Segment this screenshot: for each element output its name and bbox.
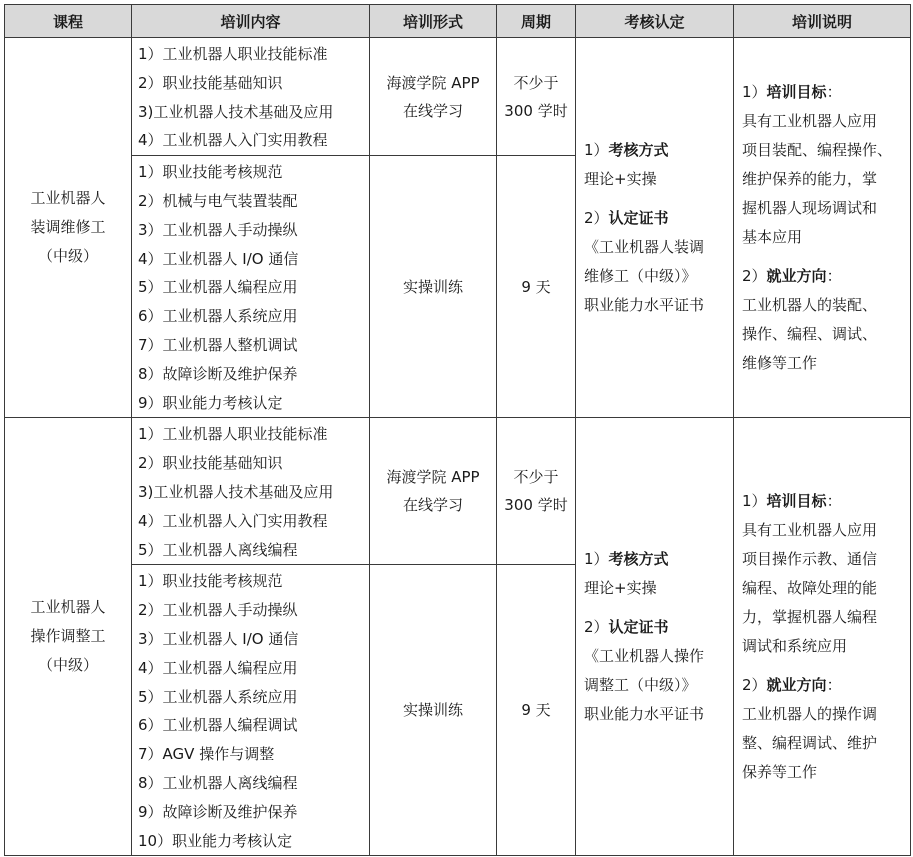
goal-heading: 1）培训目标：	[742, 491, 842, 510]
header-assessment: 考核认定	[576, 5, 734, 38]
list-item: 3）工业机器人手动操纵	[138, 220, 298, 239]
list-item: 6）工业机器人系统应用	[138, 307, 298, 326]
list-item: 3）工业机器人 I/O 通信	[138, 629, 299, 648]
course2-practice-period: 9 天	[497, 565, 576, 856]
list-item: 9）故障诊断及维护保养	[138, 802, 298, 821]
list-item: 1）工业机器人职业技能标准	[138, 45, 328, 63]
course2-name: 工业机器人 操作调整工 （中级）	[5, 418, 132, 856]
list-item: 3)工业机器人技术基础及应用	[138, 482, 334, 501]
list-item: 10）职业能力考核认定	[138, 831, 293, 850]
list-item: 4）工业机器人入门实用教程	[138, 511, 328, 530]
header-description: 培训说明	[734, 5, 911, 38]
course1-online-row	[5, 38, 911, 156]
list-item: 2）职业技能基础知识	[138, 454, 283, 473]
list-item: 7）工业机器人整机调试	[138, 335, 298, 354]
assessment-method-heading: 1）考核方式	[584, 140, 669, 159]
course1-practice-period: 9 天	[497, 156, 576, 418]
list-item: 2）职业技能基础知识	[138, 73, 283, 92]
assessment-method-value: 理论+实操	[584, 578, 657, 597]
goal-heading: 1）培训目标：	[742, 82, 842, 101]
course2-practice-content	[132, 565, 370, 856]
assessment-method-heading: 1）考核方式	[584, 549, 669, 568]
list-item: 2）工业机器人手动操纵	[138, 601, 298, 620]
header-course: 课程	[5, 5, 132, 38]
list-item: 5）工业机器人离线编程	[138, 540, 298, 559]
list-item: 1）职业技能考核规范	[138, 572, 283, 591]
course2-online-period: 不少于 300 学时	[497, 418, 576, 565]
list-item: 7）AGV 操作与调整	[138, 745, 275, 764]
list-item: 4）工业机器人 I/O 通信	[138, 249, 299, 268]
list-item: 2）机械与电气装置装配	[138, 191, 298, 210]
list-item: 9）职业能力考核认定	[138, 393, 283, 412]
course1-practice-form: 实操训练	[370, 156, 497, 418]
header-period: 周期	[497, 5, 576, 38]
course2-online-form: 海渡学院 APP 在线学习	[370, 418, 497, 565]
course2-description: 1）培训目标： 具有工业机器人应用 项目操作示教、通信 编程、故障处理的能 力，掌握机器人编程 调试和系统应用 2）就业方向： 工业机器人的操作调 整、编程调试、维护 保养等工作	[734, 418, 911, 856]
header-content: 培训内容	[132, 5, 370, 38]
assessment-cert-heading: 2）认定证书	[584, 208, 669, 227]
job-heading: 2）就业方向：	[742, 675, 842, 694]
course1-online-form: 海渡学院 APP 在线学习	[370, 38, 497, 156]
course1-assessment: 1）考核方式 理论+实操 2）认定证书 《工业机器人装调 维修工（中级）》 职业能力水平证书	[576, 38, 734, 418]
job-heading: 2）就业方向：	[742, 266, 842, 285]
course1-online-period: 不少于 300 学时	[497, 38, 576, 156]
list-item: 5）工业机器人系统应用	[138, 687, 298, 706]
list-item: 5）工业机器人编程应用	[138, 278, 298, 297]
course1-name: 工业机器人 装调维修工 （中级）	[5, 38, 132, 418]
list-item: 3)工业机器人技术基础及应用	[138, 102, 334, 121]
list-item: 4）工业机器人入门实用教程	[138, 131, 328, 150]
assessment-method-value: 理论+实操	[584, 169, 657, 188]
training-table	[4, 4, 911, 856]
header-form: 培训形式	[370, 5, 497, 38]
course1-description: 1）培训目标： 具有工业机器人应用 项目装配、编程操作、 维护保养的能力，掌 握机器人现场调试和 基本应用 2）就业方向： 工业机器人的装配、 操作、编程、调试、 维修等工作	[734, 38, 911, 418]
list-item: 1）工业机器人职业技能标准	[138, 425, 328, 444]
course2-practice-form: 实操训练	[370, 565, 497, 856]
list-item: 6）工业机器人编程调试	[138, 716, 298, 735]
list-item: 1）职业技能考核规范	[138, 163, 283, 182]
assessment-cert-heading: 2）认定证书	[584, 617, 669, 636]
header-row	[5, 5, 911, 38]
course2-assessment: 1）考核方式 理论+实操 2）认定证书 《工业机器人操作 调整工（中级）》 职业能力水平证书	[576, 418, 734, 856]
course1-practice-content	[132, 156, 370, 418]
list-item: 8）工业机器人离线编程	[138, 773, 298, 792]
course2-online-content	[132, 418, 370, 565]
course2-online-row	[5, 418, 911, 565]
course1-online-content	[132, 38, 370, 156]
list-item: 8）故障诊断及维护保养	[138, 364, 298, 383]
list-item: 4）工业机器人编程应用	[138, 658, 298, 677]
